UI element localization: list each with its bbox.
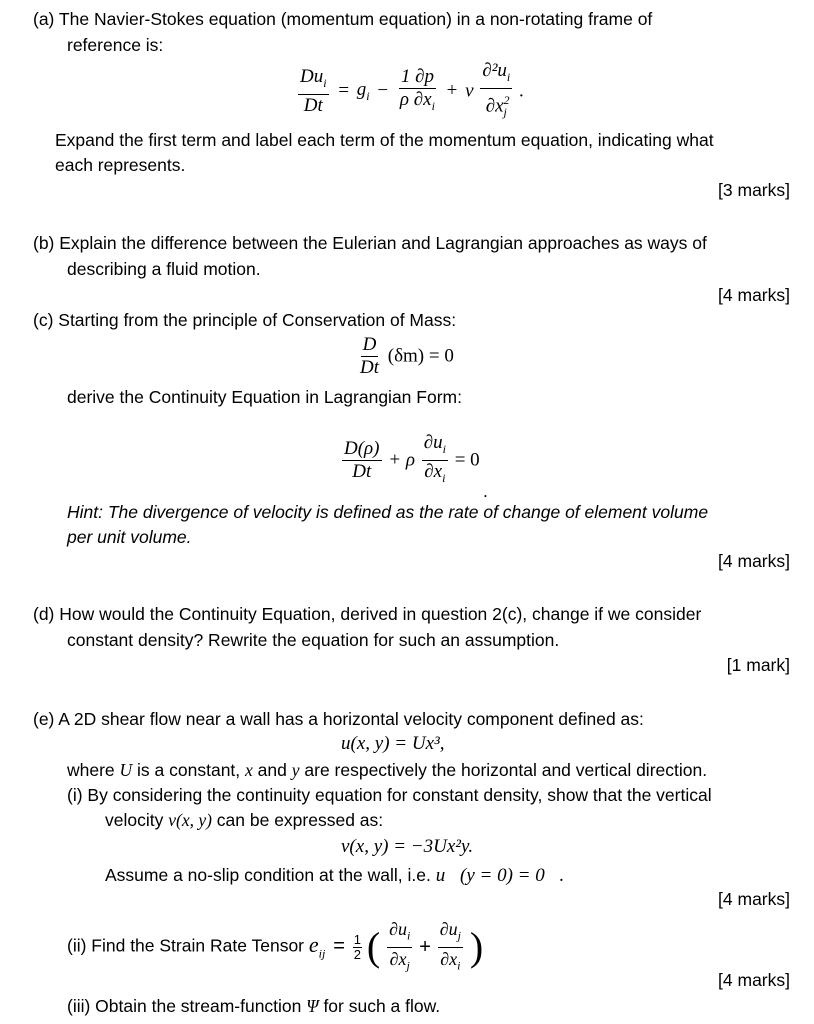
e-eq-u: u(x, y) = Ux³, xyxy=(341,733,445,754)
a-line1: (a) The Navier-Stokes equation (momentum equation) in a non-rotating frame of xyxy=(33,9,653,29)
d-line1: (d) How would the Continuity Equation, derived in question 2(c), change if we consider xyxy=(33,604,702,624)
b-marks: [4 marks] xyxy=(718,285,790,305)
c-line2: derive the Continuity Equation in Lagrangian Form: xyxy=(67,387,462,407)
c-marks: [4 marks] xyxy=(718,551,790,571)
e-ii-line: (ii) Find the Strain Rate Tensor $e_{ij}$ = $\frac{1}{2}$ ( $\frac{\partial u_i}{\partial x_j}$ + $\frac{\partial u_j}{\partial x_i}$ ) xyxy=(67,919,484,973)
e-iii-line: (iii) Obtain the stream-function Ψ for such a flow. xyxy=(67,996,441,1016)
c-hint1: Hint: The divergence of velocity is defined as the rate of change of element volume xyxy=(67,502,709,522)
continuity-lagrangian-equation: $\frac{D(\rho)}{Dt}$ + ρ $\frac{\partial u_i}{\partial x_i}$ = 0 xyxy=(344,432,480,485)
c-eq2-dot: . xyxy=(483,481,488,501)
navier-stokes-equation: $\frac{Du_i}{Dt}$ = $g_i$ − $\frac{1 \partial p}{\rho \partial x_i}$ + ν $\frac{\partial^2u_i}{\partial x^2_j}$ . xyxy=(300,60,524,119)
a-line4: each represents. xyxy=(55,155,186,175)
d-line2: constant density? Rewrite the equation for such an assumption. xyxy=(67,630,560,650)
c-line1: (c) Starting from the principle of Conservation of Mass: xyxy=(33,310,457,330)
e-ii-marks: [4 marks] xyxy=(718,970,790,990)
b-line1: (b) Explain the difference between the Eulerian and Lagrangian approaches as ways of xyxy=(33,233,707,253)
e-line2: where U is a constant, x and y are respectively the horizontal and vertical direction. xyxy=(67,760,708,780)
e-line1: (e) A 2D shear flow near a wall has a horizontal velocity component defined as: xyxy=(33,709,644,729)
a-marks: [3 marks] xyxy=(718,180,790,200)
e-i-line1: (i) By considering the continuity equation for constant density, show that the vertical xyxy=(67,785,712,805)
e-eq-v: v(x, y) = −3Ux²y. xyxy=(341,836,474,857)
conservation-of-mass-equation: $\frac{D}{Dt}$ (δm) = 0 xyxy=(360,334,454,378)
e-i-line2: velocity v(x, y) can be expressed as: xyxy=(105,810,384,830)
d-marks: [1 mark] xyxy=(726,655,790,675)
a-line3: Expand the first term and label each term of the momentum equation, indicating what xyxy=(55,130,714,150)
a-line2: reference is: xyxy=(67,35,164,55)
b-line2: describing a fluid motion. xyxy=(67,259,261,279)
e-i-marks: [4 marks] xyxy=(718,889,790,909)
e-noslip: Assume a no-slip condition at the wall, i.e. u⃗(y = 0) = 0⃗. xyxy=(105,865,565,886)
c-hint2: per unit volume. xyxy=(67,527,192,547)
